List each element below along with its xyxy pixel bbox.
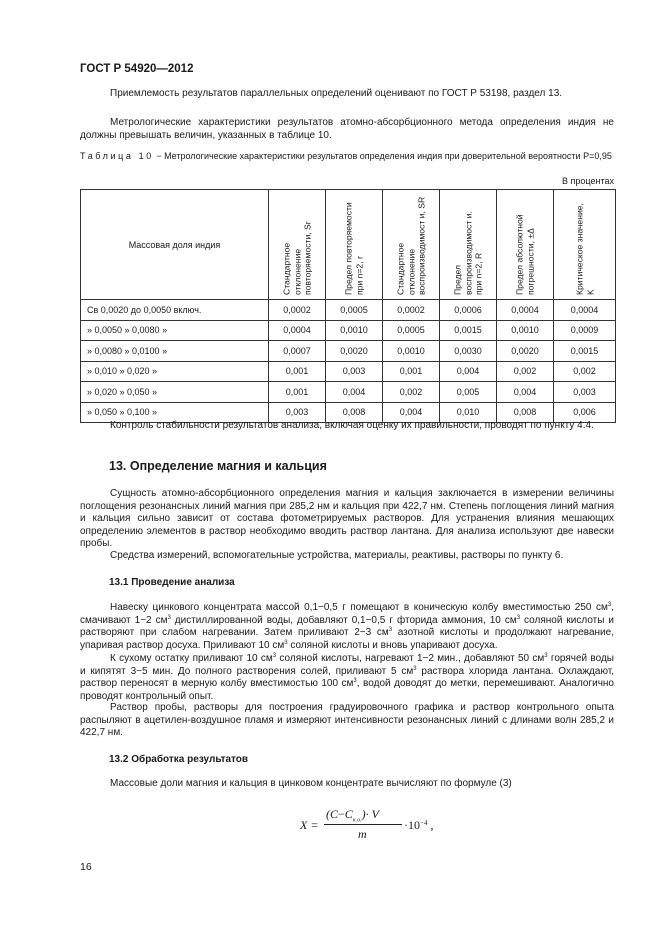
paragraph: Приемлемость результатов параллельных определений оценивают по ГОСТ Р 53198, раздел 13. <box>110 88 563 99</box>
table-cell: 0,008 <box>326 402 383 423</box>
column-header: Предел повторяемости при n=2, r <box>326 190 383 300</box>
column-header: Стандартное отклонение повторяемости, Sr <box>269 190 326 300</box>
paragraph: Сущность атомно-абсорбционного определения магния и кальция заключается в измерении величины поглощения резонансных линий магния при 285,2 нм и кальция при 422,7 нм. Степень поглощения линий магния и кальция сильно зависит от состава фотометрируемых растворов. Для устранения влияния мешающих определению элементов в раствор необходимо вводить раствор лантана. Для анализа используют две навески пробы. <box>80 488 614 550</box>
table-cell: 0,001 <box>269 361 326 382</box>
table-cell: 0,0005 <box>383 320 440 341</box>
table-cell: 0,0020 <box>326 341 383 362</box>
table-cell: 0,0015 <box>554 341 616 362</box>
table-cell: 0,0010 <box>326 320 383 341</box>
table-row <box>81 300 616 321</box>
table-cell: 0,002 <box>497 361 554 382</box>
column-header: Предел воспроизводимост и. при n=2, R <box>440 190 497 300</box>
table-caption-text: − Метрологические характеристики результатов определения индия при доверительной вероятности P=0,95 <box>153 151 612 161</box>
table-cell: 0,0020 <box>497 341 554 362</box>
paragraph: Средства измерений, вспомогательные устройства, материалы, реактивы, растворы по пункту 6. <box>110 550 564 561</box>
table-units: В процентах <box>562 176 614 186</box>
table-cell: 0,0002 <box>269 300 326 321</box>
formula-3 <box>300 806 460 846</box>
table-cell: 0,0004 <box>554 300 616 321</box>
formula-numerator: $(C-C_{к.о.})\cdot V$ <box>326 807 379 824</box>
table-cell: 0,0007 <box>269 341 326 362</box>
section-title: 13. Определение магния и кальция <box>109 459 327 473</box>
paragraph: Метрологические характеристики результатов атомно-абсорбционного метода определения индия не должны превышать величин, указанных в таблице 10. <box>80 117 614 141</box>
document-id: ГОСТ Р 54920—2012 <box>80 63 194 75</box>
metrology-table <box>80 189 616 423</box>
table-cell: » 0,010 » 0,020 » <box>81 361 269 382</box>
table-cell: Св 0,0020 до 0,0050 включ. <box>81 300 269 321</box>
table-row <box>81 341 616 362</box>
table-cell: 0,0004 <box>497 300 554 321</box>
table-row <box>81 320 616 341</box>
table-cell: 0,001 <box>383 361 440 382</box>
table-cell: 0,003 <box>326 361 383 382</box>
table-cell: 0,004 <box>440 361 497 382</box>
column-header: Критическое значение, K <box>554 190 616 300</box>
table-cell: 0,001 <box>269 382 326 403</box>
table-cell: 0,006 <box>554 402 616 423</box>
table-cell: 0,004 <box>326 382 383 403</box>
table-cell: 0,004 <box>497 382 554 403</box>
table-cell: 0,0009 <box>554 320 616 341</box>
table-row <box>81 382 616 403</box>
column-header: Предел абсолютной погрешности, ±Δ <box>497 190 554 300</box>
table-cell: 0,003 <box>554 382 616 403</box>
subsection-title: 13.1 Проведение анализа <box>109 577 235 588</box>
table-cell: 0,0006 <box>440 300 497 321</box>
formula-denominator: m <box>358 827 367 841</box>
table-cell: » 0,0080 » 0,0100 » <box>81 341 269 362</box>
table-cell: 0,0015 <box>440 320 497 341</box>
table-cell: 0,0030 <box>440 341 497 362</box>
table-cell: 0,0002 <box>383 300 440 321</box>
table-header-row <box>81 190 616 300</box>
formula-lhs: X = <box>300 818 319 832</box>
table-cell: 0,0004 <box>269 320 326 341</box>
subsection-title: 13.2 Обработка результатов <box>109 754 249 765</box>
table-cell: » 0,020 » 0,050 » <box>81 382 269 403</box>
table-cell: 0,005 <box>440 382 497 403</box>
table-cell: 0,010 <box>440 402 497 423</box>
page-number: 16 <box>80 861 92 873</box>
table-cell: 0,0005 <box>326 300 383 321</box>
paragraph: Раствор пробы, растворы для построения градуировочного графика и раствор контрольного опыта распыляют в ацетилен-воздушное пламя и измеряют интенсивности резонансных линий с длинами волн 285,2 и 422,7 нм. <box>80 702 614 739</box>
table-cell: » 0,050 » 0,100 » <box>81 402 269 423</box>
table-cell: 0,002 <box>383 382 440 403</box>
table-caption-label: Таблица 10 <box>80 151 154 161</box>
table-cell: 0,004 <box>383 402 440 423</box>
paragraph: Навеску цинкового концентрата массой 0,1−0,5 г помещают в коническую колбу вместимостью 250 $см^3$, смачивают 1−2 $см^3$ дистиллированной воды, добавляют 0,1−0,5 г фторида аммония, 10 $см^3$ соляной кислоты и растворяют при слабом нагревании. Затем приливают 2−3 $см^3$ азотной кислоты и продолжают нагревание, упаривая раствор досуха. Приливают 10 $см^3$ соляной кислоты и вновь упаривают досуха. <box>80 602 615 651</box>
table-caption <box>80 151 614 163</box>
paragraph: Массовые доли магния и кальция в цинковом концентрате вычисляют по формуле (3) <box>110 778 512 789</box>
table-cell: » 0,0050 » 0,0080 » <box>81 320 269 341</box>
table-row <box>81 361 616 382</box>
table-cell: 0,008 <box>497 402 554 423</box>
formula-multiplier: $\cdot 10^{-4}$ , <box>404 818 434 832</box>
paragraph: Контроль стабильности результатов анализа, включая оценку их правильности, проводят по пункту 4.4. <box>110 420 594 431</box>
fraction-bar <box>324 824 402 825</box>
paragraph: К сухому остатку приливают 10 $см^3$ соляной кислоты, нагревают 1−2 мин., добавляют 50 $см^3$ горячей воды и кипятят 3−5 мин. До полного растворения солей, приливают 5 $см^3$ раствора хлорида лантана. Охлаждают, раствор переносят в мерную колбу вместимостью 100 $см^3$, водой доводят до метки, перемешивают. Аналогично проводят контрольный опыт. <box>80 653 614 702</box>
table-cell: 0,0010 <box>497 320 554 341</box>
table-cell: 0,0010 <box>383 341 440 362</box>
table-cell: 0,002 <box>554 361 616 382</box>
column-header: Стандартное отклонение воспроизводимост и, SR <box>383 190 440 300</box>
table-cell: 0,003 <box>269 402 326 423</box>
column-header: Массовая доля индия <box>81 190 269 300</box>
